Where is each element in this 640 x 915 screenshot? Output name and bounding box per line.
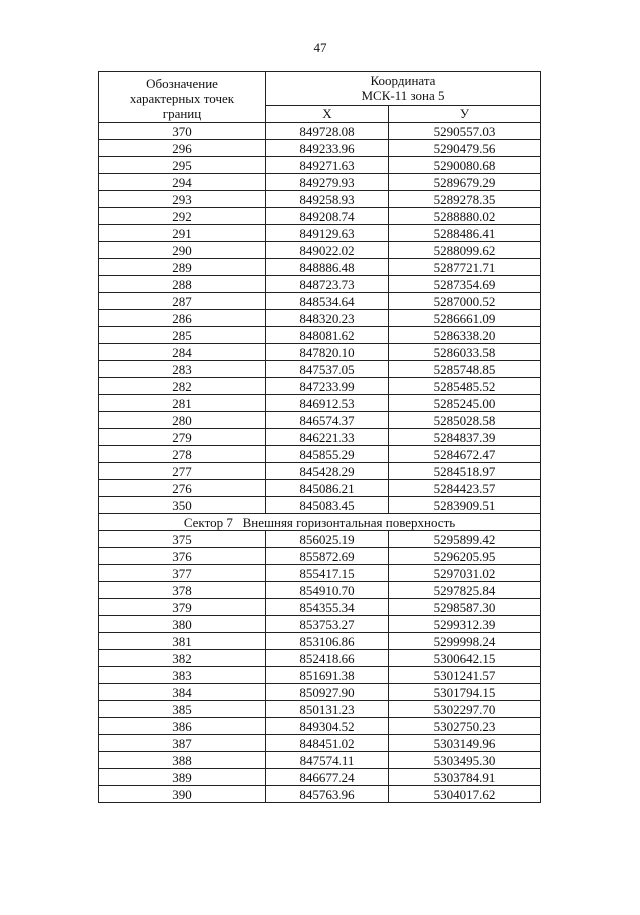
y-column-header: У bbox=[389, 105, 541, 122]
x-coordinate-cell: 850131.23 bbox=[266, 701, 389, 718]
x-coordinate-cell: 846221.33 bbox=[266, 429, 389, 446]
y-coordinate-cell: 5299998.24 bbox=[389, 633, 541, 650]
table-row bbox=[99, 327, 541, 344]
x-coordinate-cell: 847574.11 bbox=[266, 752, 389, 769]
y-coordinate-cell: 5297825.84 bbox=[389, 582, 541, 599]
coordinates-table bbox=[98, 71, 541, 803]
point-cell: 377 bbox=[99, 565, 266, 582]
point-cell: 388 bbox=[99, 752, 266, 769]
x-coordinate-cell: 846574.37 bbox=[266, 412, 389, 429]
table-body bbox=[99, 123, 541, 803]
table-row bbox=[99, 140, 541, 157]
point-cell: 291 bbox=[99, 225, 266, 242]
x-coordinate-cell: 849728.08 bbox=[266, 123, 389, 140]
point-cell: 282 bbox=[99, 378, 266, 395]
point-cell: 289 bbox=[99, 259, 266, 276]
x-coordinate-cell: 849271.63 bbox=[266, 157, 389, 174]
table-row bbox=[99, 769, 541, 786]
table-row bbox=[99, 684, 541, 701]
x-coordinate-cell: 845086.21 bbox=[266, 480, 389, 497]
x-coordinate-cell: 849279.93 bbox=[266, 174, 389, 191]
x-coordinate-cell: 846912.53 bbox=[266, 395, 389, 412]
table-row bbox=[99, 786, 541, 803]
x-coordinate-cell: 848723.73 bbox=[266, 276, 389, 293]
x-coordinate-cell: 846677.24 bbox=[266, 769, 389, 786]
x-coordinate-cell: 856025.19 bbox=[266, 531, 389, 548]
table-row bbox=[99, 344, 541, 361]
point-cell: 383 bbox=[99, 667, 266, 684]
coordinate-system-label: МСК-11 зона 5 bbox=[361, 88, 445, 104]
x-coordinate-cell: 855872.69 bbox=[266, 548, 389, 565]
table-row bbox=[99, 378, 541, 395]
point-cell: 296 bbox=[99, 140, 266, 157]
table-row bbox=[99, 616, 541, 633]
table-row bbox=[99, 650, 541, 667]
x-coordinate-cell: 845083.45 bbox=[266, 497, 389, 514]
point-cell: 376 bbox=[99, 548, 266, 565]
y-coordinate-cell: 5297031.02 bbox=[389, 565, 541, 582]
table-row bbox=[99, 259, 541, 276]
table-row bbox=[99, 735, 541, 752]
point-cell: 287 bbox=[99, 293, 266, 310]
x-coordinate-cell: 847820.10 bbox=[266, 344, 389, 361]
y-coordinate-cell: 5301241.57 bbox=[389, 667, 541, 684]
x-coordinate-cell: 853753.27 bbox=[266, 616, 389, 633]
x-coordinate-cell: 854910.70 bbox=[266, 582, 389, 599]
y-coordinate-cell: 5303784.91 bbox=[389, 769, 541, 786]
table-row bbox=[99, 429, 541, 446]
point-column-label: Обозначение характерных точек границ bbox=[129, 75, 235, 121]
point-cell: 278 bbox=[99, 446, 266, 463]
table-row bbox=[99, 480, 541, 497]
x-coordinate-cell: 849258.93 bbox=[266, 191, 389, 208]
point-cell: 381 bbox=[99, 633, 266, 650]
table-row bbox=[99, 157, 541, 174]
page-number: 47 bbox=[313, 40, 327, 55]
x-coordinate-cell: 854355.34 bbox=[266, 599, 389, 616]
point-cell: 284 bbox=[99, 344, 266, 361]
point-cell: 293 bbox=[99, 191, 266, 208]
y-coordinate-cell: 5302750.23 bbox=[389, 718, 541, 735]
point-cell: 379 bbox=[99, 599, 266, 616]
point-cell: 286 bbox=[99, 310, 266, 327]
y-coordinate-cell: 5301794.15 bbox=[389, 684, 541, 701]
y-coordinate-cell: 5302297.70 bbox=[389, 701, 541, 718]
table-row bbox=[99, 208, 541, 225]
x-coordinate-cell: 848081.62 bbox=[266, 327, 389, 344]
table-row bbox=[99, 701, 541, 718]
x-coordinate-cell: 848320.23 bbox=[266, 310, 389, 327]
table-row bbox=[99, 276, 541, 293]
y-coordinate-cell: 5289679.29 bbox=[389, 174, 541, 191]
point-cell: 378 bbox=[99, 582, 266, 599]
x-coordinate-cell: 847233.99 bbox=[266, 378, 389, 395]
table-row bbox=[99, 361, 541, 378]
point-cell: 387 bbox=[99, 735, 266, 752]
point-cell: 285 bbox=[99, 327, 266, 344]
table-row bbox=[99, 548, 541, 565]
table-row bbox=[99, 633, 541, 650]
x-coordinate-cell: 848451.02 bbox=[266, 735, 389, 752]
x-coordinate-cell: 855417.15 bbox=[266, 565, 389, 582]
y-coordinate-cell: 5287721.71 bbox=[389, 259, 541, 276]
table-row bbox=[99, 174, 541, 191]
y-coordinate-cell: 5283909.51 bbox=[389, 497, 541, 514]
y-coordinate-cell: 5284518.97 bbox=[389, 463, 541, 480]
x-coordinate-cell: 848886.48 bbox=[266, 259, 389, 276]
y-coordinate-cell: 5286661.09 bbox=[389, 310, 541, 327]
table-row bbox=[99, 667, 541, 684]
y-coordinate-cell: 5298587.30 bbox=[389, 599, 541, 616]
y-coordinate-cell: 5290479.56 bbox=[389, 140, 541, 157]
y-coordinate-cell: 5288880.02 bbox=[389, 208, 541, 225]
point-cell: 386 bbox=[99, 718, 266, 735]
point-cell: 295 bbox=[99, 157, 266, 174]
table-row bbox=[99, 123, 541, 140]
y-coordinate-cell: 5303149.96 bbox=[389, 735, 541, 752]
table-row bbox=[99, 310, 541, 327]
y-coordinate-cell: 5287354.69 bbox=[389, 276, 541, 293]
table-row bbox=[99, 293, 541, 310]
y-coordinate-cell: 5284672.47 bbox=[389, 446, 541, 463]
coordinate-label: Координата bbox=[370, 73, 436, 89]
point-cell: 288 bbox=[99, 276, 266, 293]
point-cell: 384 bbox=[99, 684, 266, 701]
x-coordinate-cell: 849129.63 bbox=[266, 225, 389, 242]
table-row bbox=[99, 752, 541, 769]
y-coordinate-cell: 5299312.39 bbox=[389, 616, 541, 633]
y-coordinate-cell: 5290080.68 bbox=[389, 157, 541, 174]
y-coordinate-cell: 5289278.35 bbox=[389, 191, 541, 208]
point-cell: 292 bbox=[99, 208, 266, 225]
point-cell: 279 bbox=[99, 429, 266, 446]
point-cell: 390 bbox=[99, 786, 266, 803]
coordinate-header bbox=[266, 72, 541, 106]
y-coordinate-cell: 5287000.52 bbox=[389, 293, 541, 310]
y-coordinate-cell: 5304017.62 bbox=[389, 786, 541, 803]
y-coordinate-cell: 5284837.39 bbox=[389, 429, 541, 446]
table-row bbox=[99, 718, 541, 735]
point-cell: 290 bbox=[99, 242, 266, 259]
point-cell: 375 bbox=[99, 531, 266, 548]
x-coordinate-cell: 847537.05 bbox=[266, 361, 389, 378]
y-coordinate-cell: 5285245.00 bbox=[389, 395, 541, 412]
x-coordinate-cell: 851691.38 bbox=[266, 667, 389, 684]
x-coordinate-cell: 849208.74 bbox=[266, 208, 389, 225]
y-coordinate-cell: 5303495.30 bbox=[389, 752, 541, 769]
table-row bbox=[99, 531, 541, 548]
table-row bbox=[99, 191, 541, 208]
y-coordinate-cell: 5286033.58 bbox=[389, 344, 541, 361]
table-row bbox=[99, 446, 541, 463]
y-coordinate-cell: 5286338.20 bbox=[389, 327, 541, 344]
point-cell: 385 bbox=[99, 701, 266, 718]
point-cell: 370 bbox=[99, 123, 266, 140]
table-row bbox=[99, 412, 541, 429]
point-cell: 281 bbox=[99, 395, 266, 412]
point-cell: 380 bbox=[99, 616, 266, 633]
table-row bbox=[99, 599, 541, 616]
x-coordinate-cell: 850927.90 bbox=[266, 684, 389, 701]
x-coordinate-cell: 853106.86 bbox=[266, 633, 389, 650]
section-title: Сектор 7 Внешняя горизонтальная поверхность bbox=[99, 514, 541, 531]
point-cell: 389 bbox=[99, 769, 266, 786]
x-coordinate-cell: 845855.29 bbox=[266, 446, 389, 463]
y-coordinate-cell: 5285028.58 bbox=[389, 412, 541, 429]
table-row bbox=[99, 565, 541, 582]
table-row bbox=[99, 463, 541, 480]
point-cell: 382 bbox=[99, 650, 266, 667]
x-coordinate-cell: 845763.96 bbox=[266, 786, 389, 803]
table-row bbox=[99, 497, 541, 514]
table-row bbox=[99, 582, 541, 599]
x-coordinate-cell: 848534.64 bbox=[266, 293, 389, 310]
y-coordinate-cell: 5284423.57 bbox=[389, 480, 541, 497]
x-coordinate-cell: 845428.29 bbox=[266, 463, 389, 480]
x-column-header: Х bbox=[266, 105, 389, 122]
point-cell: 276 bbox=[99, 480, 266, 497]
y-coordinate-cell: 5288486.41 bbox=[389, 225, 541, 242]
y-coordinate-cell: 5296205.95 bbox=[389, 548, 541, 565]
point-cell: 350 bbox=[99, 497, 266, 514]
x-coordinate-cell: 852418.66 bbox=[266, 650, 389, 667]
x-coordinate-cell: 849022.02 bbox=[266, 242, 389, 259]
point-column-header bbox=[99, 72, 266, 123]
x-coordinate-cell: 849233.96 bbox=[266, 140, 389, 157]
y-coordinate-cell: 5290557.03 bbox=[389, 123, 541, 140]
table-row bbox=[99, 395, 541, 412]
section-title-row bbox=[99, 514, 541, 531]
y-coordinate-cell: 5288099.62 bbox=[389, 242, 541, 259]
point-cell: 294 bbox=[99, 174, 266, 191]
table-row bbox=[99, 242, 541, 259]
point-cell: 283 bbox=[99, 361, 266, 378]
table-header bbox=[99, 72, 541, 123]
x-coordinate-cell: 849304.52 bbox=[266, 718, 389, 735]
point-cell: 280 bbox=[99, 412, 266, 429]
y-coordinate-cell: 5285485.52 bbox=[389, 378, 541, 395]
y-coordinate-cell: 5285748.85 bbox=[389, 361, 541, 378]
table-row bbox=[99, 225, 541, 242]
y-coordinate-cell: 5295899.42 bbox=[389, 531, 541, 548]
point-cell: 277 bbox=[99, 463, 266, 480]
y-coordinate-cell: 5300642.15 bbox=[389, 650, 541, 667]
